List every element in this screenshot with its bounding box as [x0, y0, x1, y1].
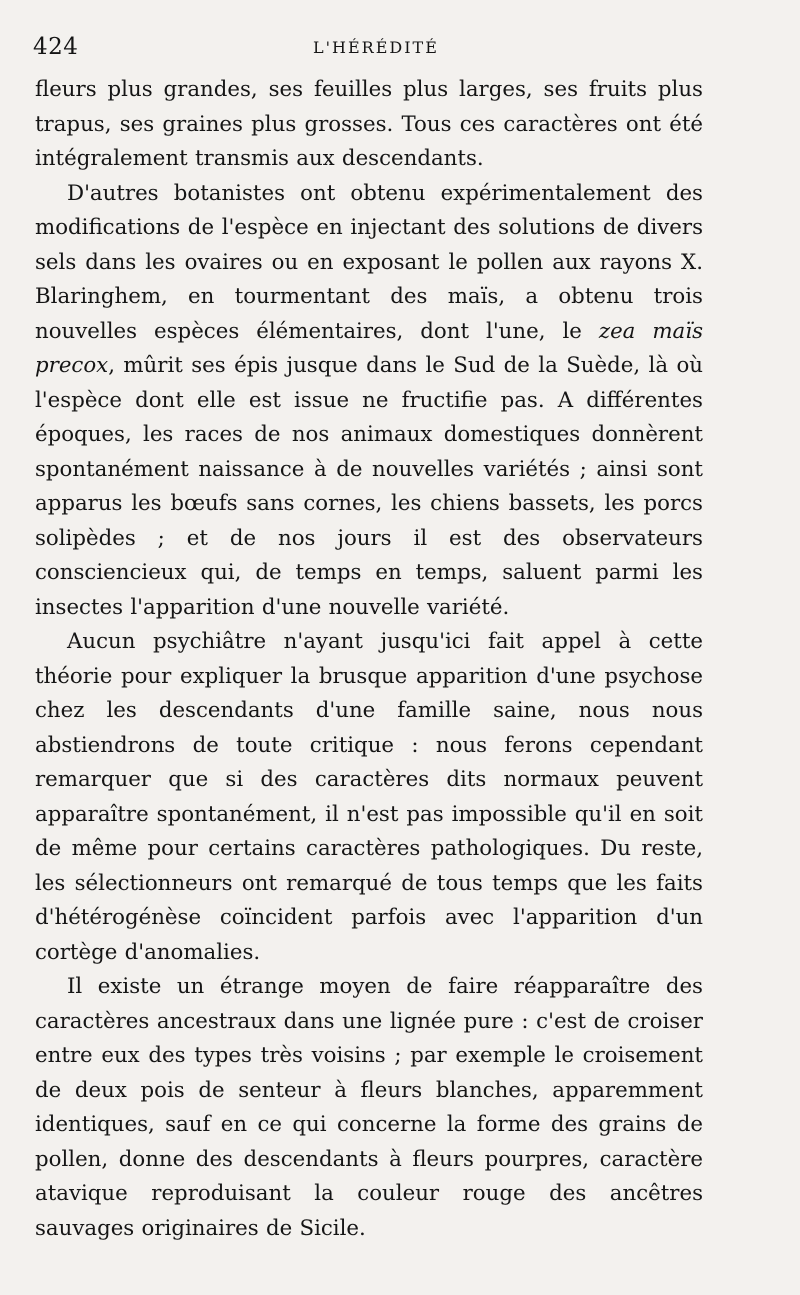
paragraph-text: D'autres botanistes ont obtenu expérimentalement des modifications de l'espèce en injectant des solutions de divers sels dans les ovaires ou en exposant le pollen aux rayons X. Blaringhem, en tourmentant des maïs, a obtenu trois nouvelles espèces élémentaires, dont l'une, le [35, 180, 703, 344]
paragraph-text: fleurs plus grandes, ses feuilles plus larges, ses fruits plus trapus, ses graines plus grosses. Tous ces caractères ont été intégralement transmis aux descendants. [35, 77, 703, 171]
paragraph-text: , mûrit ses épis jusque dans le Sud de la Suède, là où l'espèce dont elle est issue ne fructifie pas. A différentes époques, les races de nos animaux domestiques donnèrent spontanément naissance à de nouvelles variétés ; ainsi sont apparus les bœufs sans cornes, les chiens bassets, les porcs solipèdes ; et de nos jours il est des observateurs consciencieux qui, de temps en temps, saluent parmi les insectes l'apparition d'une nouvelle variété. [35, 353, 703, 620]
paragraph-continuation [35, 73, 703, 177]
paragraph-crossing [35, 970, 703, 1246]
species-name: zea maïs precox [35, 318, 703, 378]
paragraph-botanists [35, 177, 703, 626]
body-text [35, 73, 703, 1246]
page-number: 424 [33, 34, 79, 60]
paragraph-text: Il existe un étrange moyen de faire réapparaître des caractères ancestraux dans une lignée pure : c'est de croiser entre eux des types très voisins ; par exemple le croisement de deux pois de senteur à fleurs blanches, apparemment identiques, sauf en ce qui concerne la forme des grains de pollen, donne des descendants à fleurs pourpres, caractère atavique reproduisant la couleur rouge des ancêtres sauvages originaires de Sicile. [35, 974, 703, 1241]
paragraph-psychiatry [35, 625, 703, 970]
running-head [33, 34, 703, 64]
running-title: L'HÉRÉDITÉ [313, 38, 439, 57]
paragraph-text: Aucun psychiâtre n'ayant jusqu'ici fait appel à cette théorie pour expliquer la brusque apparition d'une psychose chez les descendants d'une famille saine, nous nous abstiendrons de toute critique : nous ferons cependant remarquer que si des caractères dits normaux peuvent apparaître spontanément, il n'est pas impossible qu'il en soit de même pour certains caractères pathologiques. Du reste, les sélectionneurs ont remarqué de tous temps que les faits d'hétérogénèse coïncident parfois avec l'apparition d'un cortège d'anomalies. [35, 629, 703, 965]
